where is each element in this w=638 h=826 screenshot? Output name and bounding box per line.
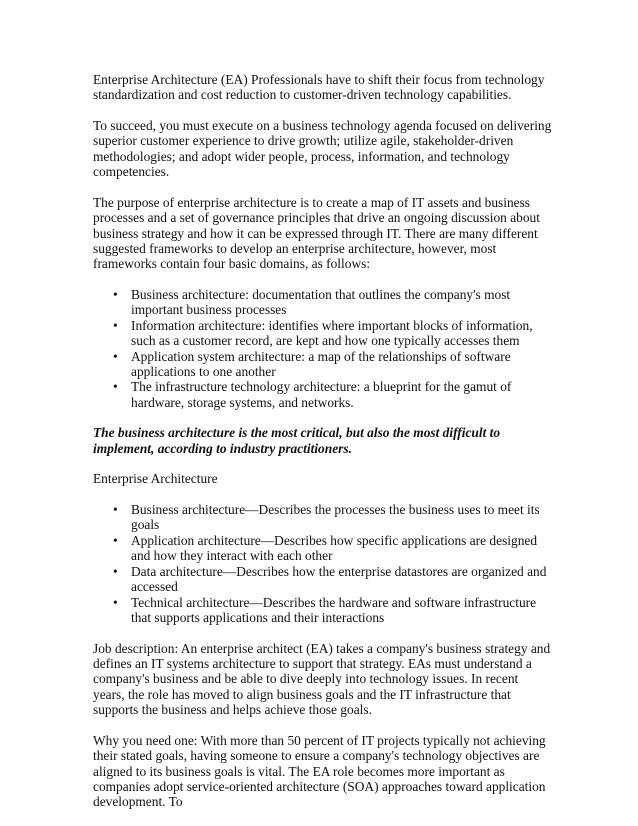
bullet-icon: • xyxy=(113,563,118,579)
bullet-icon: • xyxy=(113,594,118,610)
bullet-icon: • xyxy=(113,348,118,364)
bullet-icon: • xyxy=(113,502,118,518)
list-item xyxy=(93,595,553,626)
list-item-text: The infrastructure technology architecture: a blueprint for the gamut of hardware, storage systems, and networks. xyxy=(131,379,512,410)
document-page xyxy=(93,72,553,825)
list-item-text: Information architecture: identifies where important blocks of information, such as a customer record, are kept and how one typically accesses them xyxy=(131,317,533,349)
emphasis-paragraph: The business architecture is the most critical, but also the most difficult to implement, according to industry practitioners. xyxy=(93,425,501,456)
list-item xyxy=(93,318,553,349)
list-item xyxy=(93,349,553,380)
bullet-icon: • xyxy=(113,317,118,333)
list-item-text: Business architecture: documentation that outlines the company's most important business processes xyxy=(131,287,511,318)
list-item xyxy=(93,379,553,410)
bullet-icon: • xyxy=(113,379,118,395)
ea-list xyxy=(93,502,553,625)
list-item xyxy=(93,287,553,318)
purpose-paragraph: The purpose of enterprise architecture is to create a map of IT assets and business processes and a set of governance principles that drive an ongoing discussion about business strategy and how it can be expressed through IT. There are many different suggested frameworks to develop an enterprise architecture, however, most frameworks contain four basic domains, as follows: xyxy=(93,194,540,272)
success-paragraph: To succeed, you must execute on a business technology agenda focused on delivering superior customer experience to drive growth; utilize agile, stakeholder-driven methodologies; and adopt wider people, process, information, and technology competencies. xyxy=(93,118,552,180)
list-item-text: Data architecture—Describes how the enterprise datastores are organized and accessed xyxy=(131,563,547,595)
list-item-text: Application architecture—Describes how specific applications are designed and how they interact with each other xyxy=(131,532,538,564)
list-item xyxy=(93,564,553,595)
intro-paragraph: Enterprise Architecture (EA) Professionals have to shift their focus from technology standardization and cost reduction to customer-driven technology capabilities. xyxy=(93,72,545,103)
list-item-text: Application system architecture: a map of the relationships of software applications to one another xyxy=(131,348,511,380)
list-item-text: Technical architecture—Describes the hardware and software infrastructure that supports applications and their interactions xyxy=(131,594,537,625)
section-heading: Enterprise Architecture xyxy=(93,471,218,487)
list-item xyxy=(93,502,553,533)
job-description-paragraph: Job description: An enterprise architect (EA) takes a company's business strategy and defines an IT systems architecture to support that strategy. EAs must understand a company's business and be able to dive deeply into technology issues. In recent years, the role has moved to align business goals and the IT infrastructure that supports the business and helps achieve those goals. xyxy=(93,640,551,718)
domains-list xyxy=(93,287,553,410)
list-item xyxy=(93,533,553,564)
bullet-icon: • xyxy=(113,287,118,303)
list-item-text: Business architecture—Describes the processes the business uses to meet its goals xyxy=(131,502,540,533)
bullet-icon: • xyxy=(113,532,118,548)
why-need-paragraph: Why you need one: With more than 50 percent of IT projects typically not achieving their stated goals, having someone to ensure a company's technology objectives are aligned to its business goals is vital. The EA role becomes more important as companies adopt service-oriented architecture (SOA) approaches toward application development. To xyxy=(93,732,546,810)
